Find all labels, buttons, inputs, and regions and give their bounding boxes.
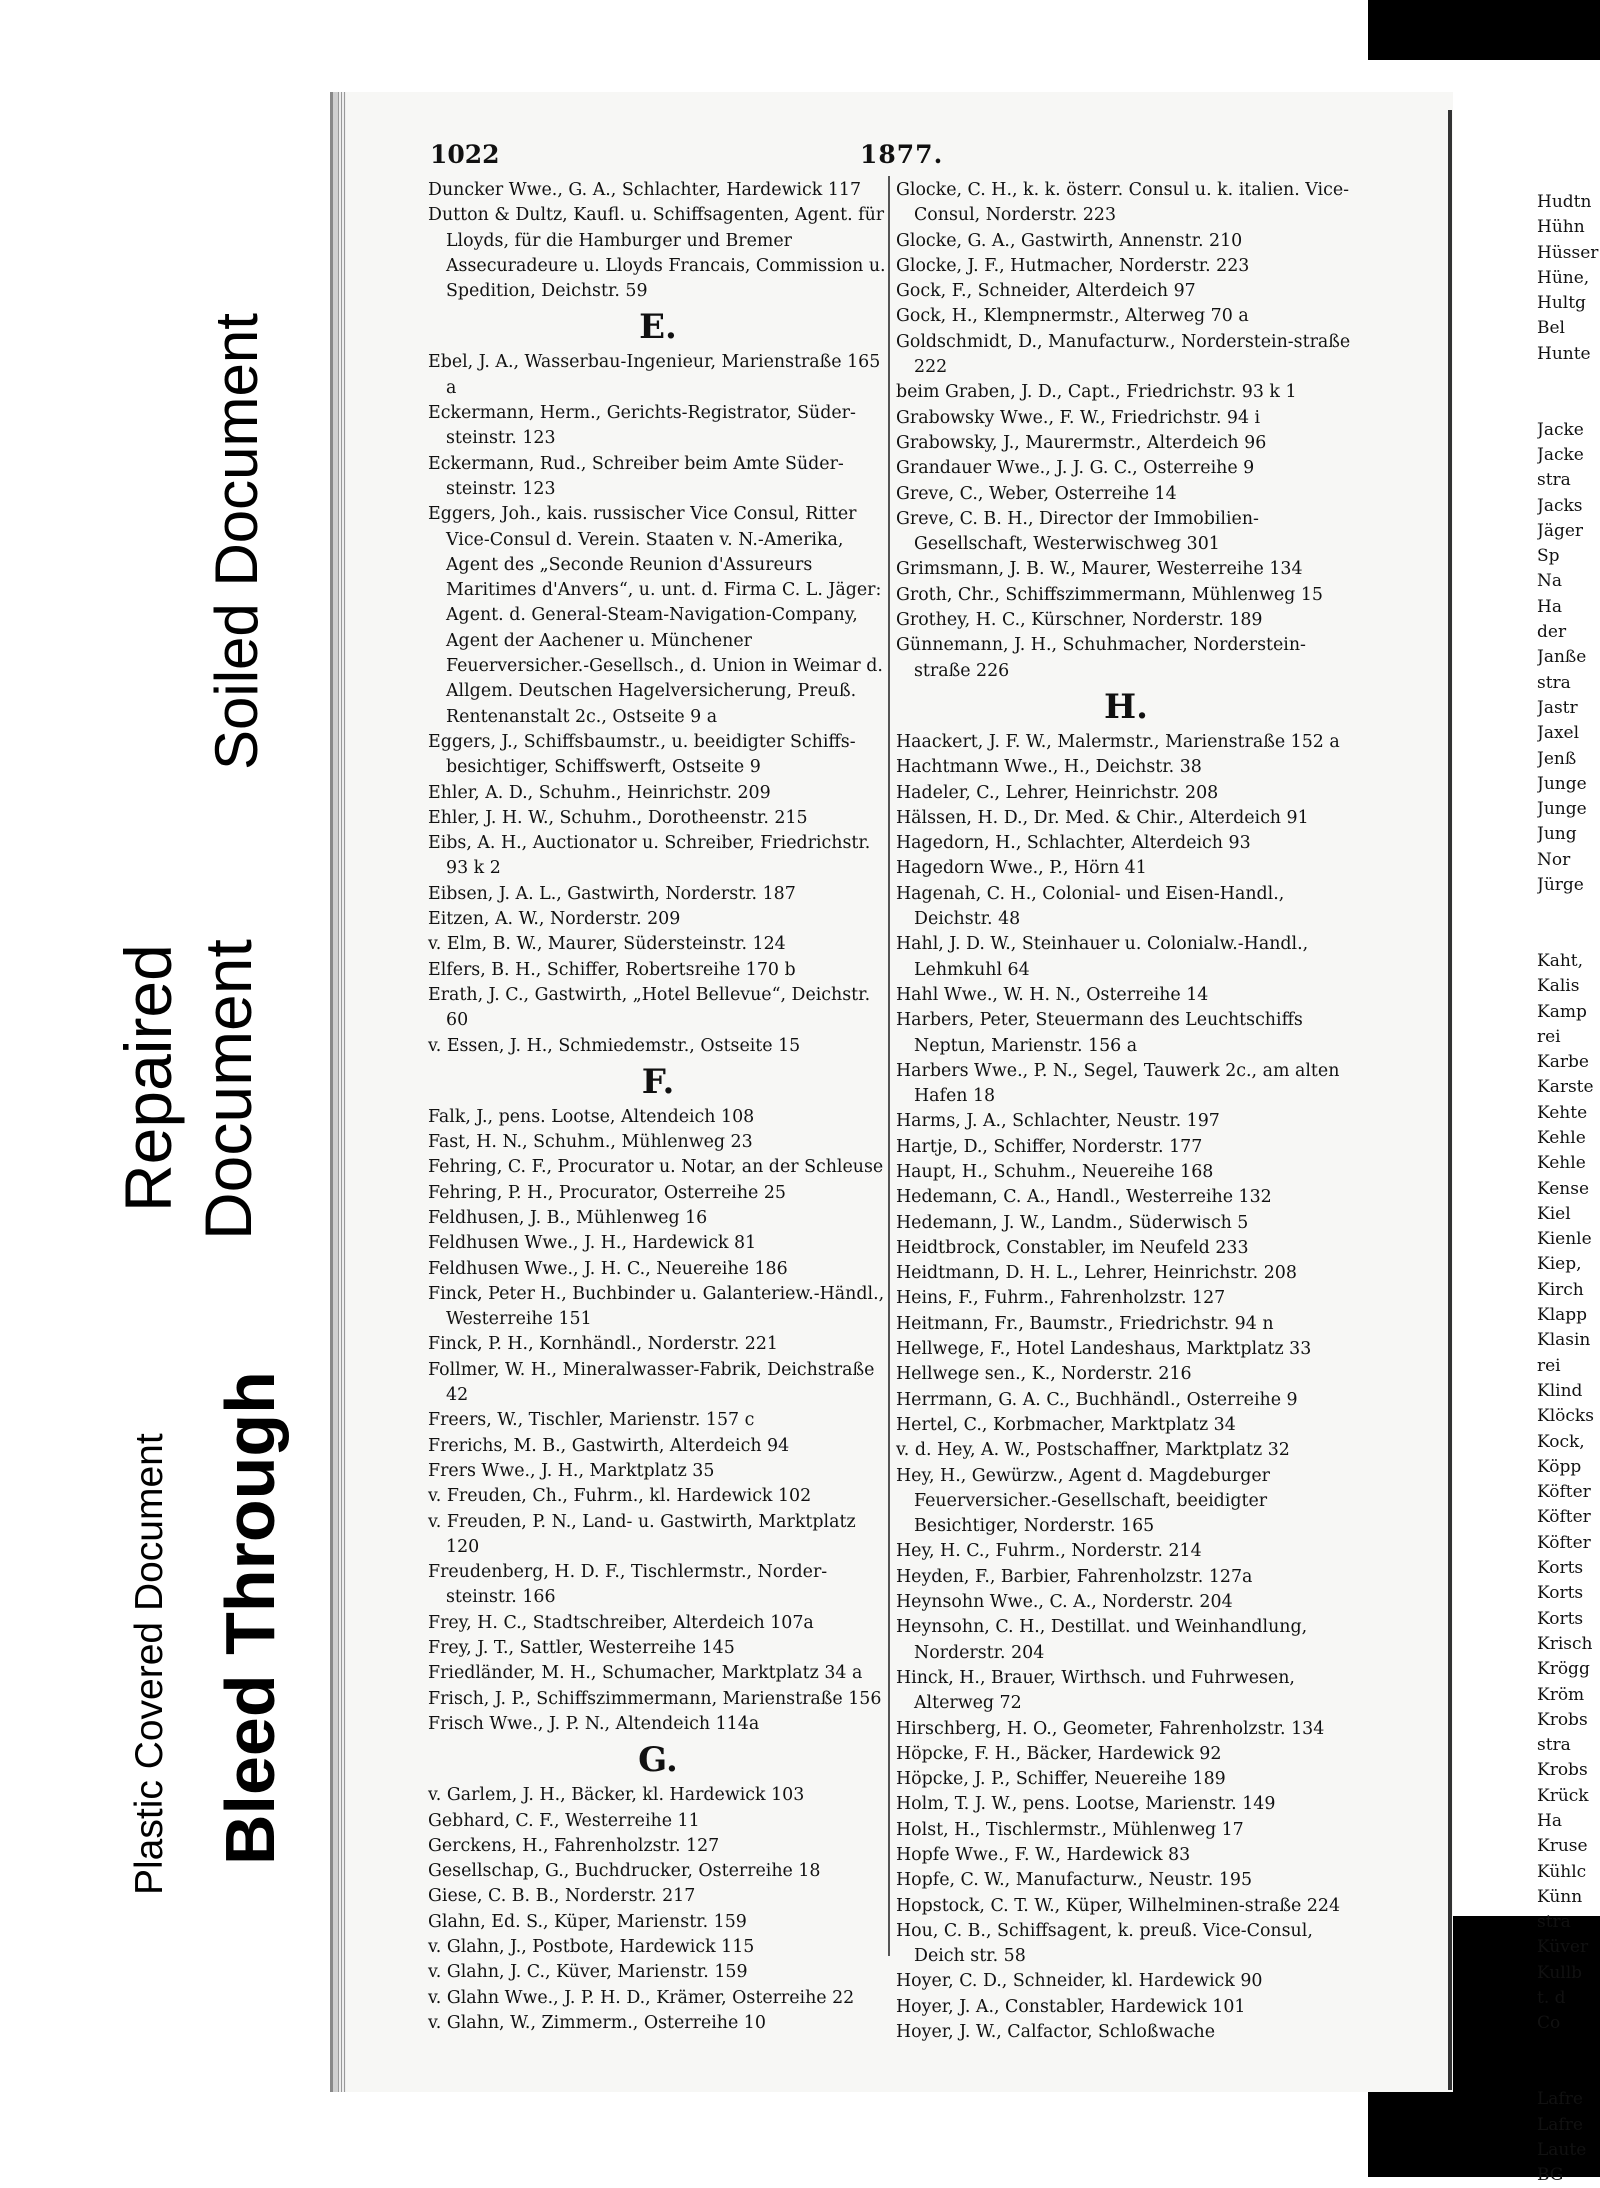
margin-fragment <box>1537 392 1600 417</box>
margin-fragment: Kühlc <box>1537 1861 1587 1882</box>
directory-entry: Eggers, Joh., kais. russischer Vice Consul, Ritter Vice-Consul d. Verein. Staaten v. N.-Amerika, Agent des „Seconde Reunion d'Assureurs Maritimes d'Anvers“, u. unt. d. Firma C. L. Jäger: Agent. d. General-Steam-Navigation-Company, Agent der Aachener u. Münchener Feuerversicher.-Gesellsch., d. Union in Weimar d. Allgem. Deutschen Hagelversicherung, Preuß. Rentenanstalt 2c., Ostseite 9 a <box>428 504 883 727</box>
margin-fragment: Köpp <box>1537 1456 1582 1477</box>
margin-fragment: Jung <box>1537 824 1577 845</box>
directory-entry: Hagedorn Wwe., P., Hörn 41 <box>896 858 1147 879</box>
margin-fragment: Klapp <box>1537 1305 1588 1326</box>
directory-entry: Hälssen, H. D., Dr. Med. & Chir., Alterdeich 91 <box>896 807 1309 828</box>
directory-entry: Hoyer, C. D., Schneider, kl. Hardewick 90 <box>896 1971 1263 1992</box>
directory-entry: Heynsohn Wwe., C. A., Norderstr. 204 <box>896 1592 1233 1613</box>
margin-fragment: Korts <box>1537 1608 1584 1629</box>
margin-fragment: der <box>1537 622 1567 643</box>
directory-entry: Eibsen, J. A. L., Gastwirth, Norderstr. 187 <box>428 883 796 904</box>
directory-entry: Eggers, J., Schiffsbaumstr., u. beeidigter Schiffs-besichtiger, Schiffswerft, Ostseite 9 <box>428 731 856 778</box>
margin-fragment: stra <box>1537 1735 1571 1756</box>
directory-entry: v. Freuden, P. N., Land- u. Gastwirth, Marktplatz 120 <box>428 1511 856 1557</box>
directory-entry: Grandauer Wwe., J. J. G. C., Osterreihe 9 <box>896 458 1255 479</box>
directory-entry: Frerichs, M. B., Gastwirth, Alterdeich 94 <box>428 1435 790 1456</box>
directory-entry: v. d. Hey, A. W., Postschaffner, Marktplatz 32 <box>896 1440 1290 1461</box>
margin-fragment: Krögg <box>1537 1659 1590 1680</box>
margin-fragment: Bel <box>1537 318 1565 339</box>
directory-entry: v. Essen, J. H., Schmiedemstr., Ostseite 15 <box>428 1035 801 1056</box>
margin-fragment: Köfter <box>1537 1532 1591 1553</box>
directory-entry: Dutton & Dultz, Kaufl. u. Schiffsagenten, Agent. für Lloyds, für die Hamburger und Bremer Assecuradeure u. Lloyds Francais, Commission u. Spedition, Deichstr. 59 <box>428 205 886 302</box>
margin-fragment: Krobs <box>1537 1709 1588 1730</box>
margin-fragment: Kamp <box>1537 1001 1587 1022</box>
directory-entry: Glocke, J. F., Hutmacher, Norderstr. 223 <box>896 255 1250 276</box>
margin-fragment: Klind <box>1537 1380 1583 1401</box>
margin-fragment: Künn <box>1537 1886 1583 1907</box>
directory-entry: Grabowsky Wwe., F. W., Friedrichstr. 94 i <box>896 407 1261 428</box>
section-letter: H. <box>1104 686 1148 727</box>
margin-fragment: Hüsser <box>1537 242 1599 263</box>
directory-entry: Frisch Wwe., J. P. N., Altendeich 114a <box>428 1713 760 1734</box>
directory-entry: Grimsmann, J. B. W., Maurer, Westerreihe 134 <box>896 559 1303 580</box>
directory-entry: Glahn, Ed. S., Küper, Marienstr. 159 <box>428 1911 747 1932</box>
margin-fragment: Karste <box>1537 1077 1594 1098</box>
directory-entry: Herrmann, G. A. C., Buchhändl., Osterreihe 9 <box>896 1389 1298 1410</box>
margin-fragment: Kienle <box>1537 1229 1592 1250</box>
directory-entry: Freudenberg, H. D. F., Tischlermstr., Norder-steinstr. 166 <box>428 1562 828 1608</box>
margin-fragment <box>1537 924 1600 949</box>
directory-entry: v. Elm, B. W., Maurer, Südersteinstr. 124 <box>428 934 786 955</box>
margin-fragment: Kehte <box>1537 1102 1588 1123</box>
page-year: 1877. <box>860 140 944 169</box>
directory-entry: Hagenah, C. H., Colonial- und Eisen-Handl., Deichstr. 48 <box>896 883 1285 930</box>
directory-entry: Hopfe, C. W., Manufacturw., Neustr. 195 <box>896 1870 1253 1891</box>
right-column <box>896 178 1356 2045</box>
directory-entry: v. Glahn Wwe., J. P. H. D., Krämer, Osterreihe 22 <box>428 1987 855 2008</box>
directory-entry: Hou, C. B., Schiffsagent, k. preuß. Vice-Consul, Deich str. 58 <box>896 1920 1313 1967</box>
margin-fragment: stra <box>1537 470 1571 491</box>
margin-fragment: Krobs <box>1537 1760 1588 1781</box>
directory-entry: Heitmann, Fr., Baumstr., Friedrichstr. 94 n <box>896 1313 1274 1334</box>
margin-fragment: Lafre <box>1537 2089 1583 2110</box>
directory-entry: Haupt, H., Schuhm., Neuereihe 168 <box>896 1161 1214 1182</box>
margin-fragment <box>1537 367 1600 392</box>
margin-fragment: Korts <box>1537 1583 1584 1604</box>
margin-fragment: Hühn <box>1537 217 1585 238</box>
margin-fragment: Kehle <box>1537 1153 1586 1174</box>
directory-entry: Hoyer, J. W., Calfactor, Schloßwache <box>896 2022 1215 2043</box>
directory-entry: v. Glahn, W., Zimmerm., Osterreihe 10 <box>428 2012 766 2033</box>
directory-entry: Gebhard, C. F., Westerreihe 11 <box>428 1810 700 1831</box>
margin-fragment: Klasin <box>1537 1330 1591 1351</box>
directory-entry: Elfers, B. H., Schiffer, Robertsreihe 170 b <box>428 959 796 980</box>
page-header <box>430 140 1350 174</box>
page-number: 1022 <box>430 140 500 169</box>
directory-entry: Harbers, Peter, Steuermann des Leuchtschiffs Neptun, Marienstr. 156 a <box>896 1010 1303 1056</box>
directory-entry: Hellwege, F., Hotel Landeshaus, Marktplatz 33 <box>896 1339 1312 1360</box>
directory-entry: Hahl Wwe., W. H. N., Osterreihe 14 <box>896 984 1209 1005</box>
directory-entry: v. Glahn, J., Postbote, Hardewick 115 <box>428 1937 755 1957</box>
margin-fragment: rei <box>1537 1355 1561 1376</box>
margin-fragment: Junge <box>1537 799 1587 820</box>
directory-entry: Hachtmann Wwe., H., Deichstr. 38 <box>896 757 1202 778</box>
margin-fragment: Jaxel <box>1537 723 1580 744</box>
margin-fragment: Krisch <box>1537 1633 1593 1654</box>
margin-fragment: Hultg <box>1537 293 1586 314</box>
soiled-document-label: Soiled Document <box>203 313 270 770</box>
directory-entry: Ebel, J. A., Wasserbau-Ingenieur, Marienstraße 165 a <box>428 352 881 398</box>
margin-fragment: stra <box>1537 1912 1571 1933</box>
margin-fragment <box>1537 2062 1600 2087</box>
directory-entry: v. Freuden, Ch., Fuhrm., kl. Hardewick 102 <box>428 1486 812 1507</box>
margin-fragment: Jürge <box>1537 875 1584 896</box>
margin-fragment: Kruse <box>1537 1836 1588 1857</box>
directory-entry: Hedemann, J. W., Landm., Süderwisch 5 <box>896 1212 1249 1233</box>
directory-entry: Hoyer, J. A., Constabler, Hardewick 101 <box>896 1996 1246 2017</box>
margin-fragment: Kirch <box>1537 1279 1584 1300</box>
margin-fragment: Janße <box>1537 647 1587 668</box>
margin-fragment: Kalis <box>1537 976 1580 997</box>
directory-entry: Eckermann, Herm., Gerichts-Registrator, Süder-steinstr. 123 <box>428 403 856 449</box>
margin-fragment: Kense <box>1537 1178 1590 1199</box>
directory-entry: Erath, J. C., Gastwirth, „Hotel Bellevue“, Deichstr. 60 <box>428 984 871 1031</box>
directory-entry: Höpcke, F. H., Bäcker, Hardewick 92 <box>896 1743 1222 1764</box>
directory-entry: Hopfe Wwe., F. W., Hardewick 83 <box>896 1845 1191 1865</box>
directory-entry: beim Graben, J. D., Capt., Friedrichstr. 93 k 1 <box>896 382 1297 403</box>
directory-entry: Hartje, D., Schiffer, Norderstr. 177 <box>896 1136 1203 1157</box>
margin-fragment: Nor <box>1537 849 1571 870</box>
directory-entry: Gock, F., Schneider, Alterdeich 97 <box>896 281 1196 302</box>
margin-fragment: Köfter <box>1537 1482 1591 1503</box>
directory-entry: Greve, C., Weber, Osterreihe 14 <box>896 483 1177 504</box>
directory-entry: Günnemann, J. H., Schuhmacher, Norderstein-straße 226 <box>896 635 1306 681</box>
black-margin-bar-top <box>1368 0 1600 60</box>
directory-entry: Frey, H. C., Stadtschreiber, Alterdeich 107a <box>428 1612 814 1633</box>
directory-entry: Hinck, H., Brauer, Wirthsch. und Fuhrwesen, Alterweg 72 <box>896 1667 1295 1714</box>
directory-entry: Duncker Wwe., G. A., Schlachter, Hardewick 117 <box>428 180 862 200</box>
directory-entry: Fehring, C. F., Procurator u. Notar, an der Schleuse <box>428 1157 884 1178</box>
directory-entry: Feldhusen Wwe., J. H. C., Neuereihe 186 <box>428 1258 788 1279</box>
directory-entry: Fehring, P. H., Procurator, Osterreihe 25 <box>428 1182 786 1203</box>
margin-fragment: Klöcks <box>1537 1406 1594 1427</box>
directory-entry: Glocke, C. H., k. k. österr. Consul u. k. italien. Vice-Consul, Norderstr. 223 <box>896 180 1350 226</box>
bleed-through-label: Bleed Through <box>211 1371 289 1865</box>
margin-fragment: Karbe <box>1537 1052 1589 1073</box>
directory-entry: Frey, J. T., Sattler, Westerreihe 145 <box>428 1638 735 1659</box>
margin-fragment: Kiep, <box>1537 1254 1582 1275</box>
margin-fragment: Korts <box>1537 1558 1584 1579</box>
directory-entry: Hirschberg, H. O., Geometer, Fahrenholzstr. 134 <box>896 1718 1325 1739</box>
margin-fragment: Jacke <box>1537 444 1584 465</box>
directory-entry: Holst, H., Tischlermstr., Mühlenweg 17 <box>896 1819 1244 1840</box>
margin-fragment: Kröm <box>1537 1684 1585 1705</box>
directory-entry: Eitzen, A. W., Norderstr. 209 <box>428 909 681 930</box>
directory-entry: Follmer, W. H., Mineralwasser-Fabrik, Deichstraße 42 <box>428 1359 875 1406</box>
margin-fragment: Kaht, <box>1537 950 1584 971</box>
plastic-covered-label: Plastic Covered Document <box>128 1433 171 1895</box>
directory-entry: Hadeler, C., Lehrer, Heinrichstr. 208 <box>896 782 1219 803</box>
column-divider <box>888 176 890 1956</box>
directory-entry: Holm, T. J. W., pens. Lootse, Marienstr. 149 <box>896 1794 1276 1815</box>
margin-fragment: Jäger <box>1537 520 1584 541</box>
margin-fragment: Ha <box>1537 1811 1562 1831</box>
directory-entry: Hopstock, C. T. W., Küper, Wilhelminen-straße 224 <box>896 1895 1341 1916</box>
margin-fragment: Kehle <box>1537 1127 1586 1148</box>
margin-fragment: Küver <box>1537 1937 1589 1958</box>
directory-entry: Glocke, G. A., Gastwirth, Annenstr. 210 <box>896 230 1243 251</box>
directory-entry: Ehler, J. H. W., Schuhm., Dorotheenstr. 215 <box>428 807 808 828</box>
margin-fragment: Lafre <box>1537 2114 1583 2135</box>
directory-entry: Ehler, A. D., Schuhm., Heinrichstr. 209 <box>428 782 771 803</box>
margin-fragment: Kock, <box>1537 1431 1585 1452</box>
margin-fragment: Jacke <box>1537 419 1584 440</box>
directory-entry: Heynsohn, C. H., Destillat. und Weinhandlung, Norderstr. 204 <box>896 1617 1308 1663</box>
directory-entry: v. Glahn, J. C., Küver, Marienstr. 159 <box>428 1962 748 1983</box>
directory-entry: Heidtbrock, Constabler, im Neufeld 233 <box>896 1237 1249 1258</box>
margin-fragment: Köfter <box>1537 1507 1591 1528</box>
directory-entry: Greve, C. B. H., Director der Immobilien-Gesellschaft, Westerwischweg 301 <box>896 508 1259 555</box>
directory-entry: Falk, J., pens. Lootse, Altendeich 108 <box>428 1106 755 1127</box>
section-letter: G. <box>638 1740 678 1781</box>
directory-entry: Grabowsky, J., Maurermstr., Alterdeich 96 <box>896 432 1267 453</box>
directory-entry: Groth, Chr., Schiffszimmermann, Mühlenweg 15 <box>896 584 1323 605</box>
margin-fragment: Junge <box>1537 773 1587 794</box>
directory-entry: Hellwege sen., K., Norderstr. 216 <box>896 1364 1192 1385</box>
margin-fragment: Jastr <box>1537 697 1578 718</box>
margin-fragment: Kiel <box>1537 1203 1571 1224</box>
margin-fragment: t. d <box>1537 1988 1566 2009</box>
directory-entry: Frisch, J. P., Schiffszimmermann, Marienstraße 156 <box>428 1688 882 1709</box>
margin-fragment: stra <box>1537 672 1571 693</box>
page-edge <box>338 92 346 2092</box>
margin-fragment: BG <box>1537 2165 1564 2186</box>
directory-entry: Hertel, C., Korbmacher, Marktplatz 34 <box>896 1414 1236 1435</box>
directory-entry: Feldhusen, J. B., Mühlenweg 16 <box>428 1207 708 1228</box>
directory-entry: Gock, H., Klempnermstr., Alterweg 70 a <box>896 306 1249 327</box>
margin-fragment: Hüne, <box>1537 267 1590 288</box>
directory-entry: Hahl, J. D. W., Steinhauer u. Colonialw.-Handl., Lehmkuhl 64 <box>896 934 1309 980</box>
directory-entry: Eibs, A. H., Auctionator u. Schreiber, Friedrichstr. 93 k 2 <box>428 833 871 879</box>
margin-fragment: Jenß <box>1537 748 1577 769</box>
directory-entry: Giese, C. B. B., Norderstr. 217 <box>428 1886 696 1907</box>
directory-entry: Friedländer, M. H., Schumacher, Marktplatz 34 a <box>428 1663 863 1684</box>
repaired-label: Repaired <box>111 944 185 1212</box>
directory-entry: Hey, H. C., Fuhrm., Norderstr. 214 <box>896 1541 1202 1562</box>
margin-fragment: Hunte <box>1537 343 1591 364</box>
directory-entry: Heins, F., Fuhrm., Fahrenholzstr. 127 <box>896 1288 1226 1309</box>
margin-fragment: rei <box>1537 1026 1561 1047</box>
directory-entry: Heidtmann, D. H. L., Lehrer, Heinrichstr. 208 <box>896 1263 1297 1284</box>
next-page-margin-text <box>1537 190 1600 2188</box>
directory-entry: Hedemann, C. A., Handl., Westerreihe 132 <box>896 1187 1272 1208</box>
margin-fragment: Hudtn <box>1537 192 1592 212</box>
margin-fragment: Krück <box>1537 1785 1589 1806</box>
directory-entry: Fast, H. N., Schuhm., Mühlenweg 23 <box>428 1132 753 1153</box>
margin-fragment <box>1537 898 1600 923</box>
left-column <box>428 178 888 2036</box>
document-label: Document <box>191 939 265 1240</box>
margin-fragment: Co <box>1537 2013 1561 2034</box>
directory-entry: Gesellschap, G., Buchdrucker, Osterreihe 18 <box>428 1861 821 1882</box>
directory-entry: Heyden, F., Barbier, Fahrenholzstr. 127a <box>896 1566 1253 1587</box>
directory-entry: Hagedorn, H., Schlachter, Alterdeich 93 <box>896 833 1251 854</box>
margin-fragment: Na <box>1537 571 1563 592</box>
directory-entry: Harms, J. A., Schlachter, Neustr. 197 <box>896 1111 1220 1132</box>
directory-entry: Harbers Wwe., P. N., Segel, Tauwerk 2c., am alten Hafen 18 <box>896 1060 1340 1107</box>
directory-entry: Frers Wwe., J. H., Marktplatz 35 <box>428 1460 715 1481</box>
directory-entry: Hey, H., Gewürzw., Agent d. Magdeburger Feuerversicher.-Gesellschaft, beeidigter Besichtiger, Norderstr. 165 <box>896 1465 1270 1537</box>
directory-entry: Finck, Peter H., Buchbinder u. Galanteriew.-Händl., Westerreihe 151 <box>428 1283 885 1330</box>
section-letter: E. <box>639 307 677 348</box>
margin-fragment <box>1537 2037 1600 2062</box>
document-condition-labels <box>0 0 320 2177</box>
margin-fragment: Sp <box>1537 546 1560 567</box>
book-spine <box>1448 110 1452 2090</box>
margin-fragment: Ha <box>1537 596 1562 617</box>
margin-fragment: Kullb <box>1537 1962 1583 1983</box>
directory-entry: Finck, P. H., Kornhändl., Norderstr. 221 <box>428 1334 779 1355</box>
directory-entry: Goldschmidt, D., Manufacturw., Norderstein-straße 222 <box>896 331 1351 378</box>
section-letter: F. <box>641 1061 675 1102</box>
directory-entry: Grothey, H. C., Kürschner, Norderstr. 189 <box>896 610 1263 631</box>
directory-entry: Gerckens, H., Fahrenholzstr. 127 <box>428 1835 720 1856</box>
directory-entry: v. Garlem, J. H., Bäcker, kl. Hardewick 103 <box>428 1785 805 1806</box>
margin-fragment: Laute <box>1537 2139 1587 2160</box>
directory-entry: Freers, W., Tischler, Marienstr. 157 c <box>428 1410 755 1431</box>
directory-entry: Eckermann, Rud., Schreiber beim Amte Süder-steinstr. 123 <box>428 453 844 499</box>
directory-entry: Höpcke, J. P., Schiffer, Neuereihe 189 <box>896 1769 1226 1790</box>
margin-fragment: Jacks <box>1537 495 1583 516</box>
directory-entry: Haackert, J. F. W., Malermstr., Marienstraße 152 a <box>896 731 1340 752</box>
directory-entry: Feldhusen Wwe., J. H., Hardewick 81 <box>428 1233 757 1254</box>
